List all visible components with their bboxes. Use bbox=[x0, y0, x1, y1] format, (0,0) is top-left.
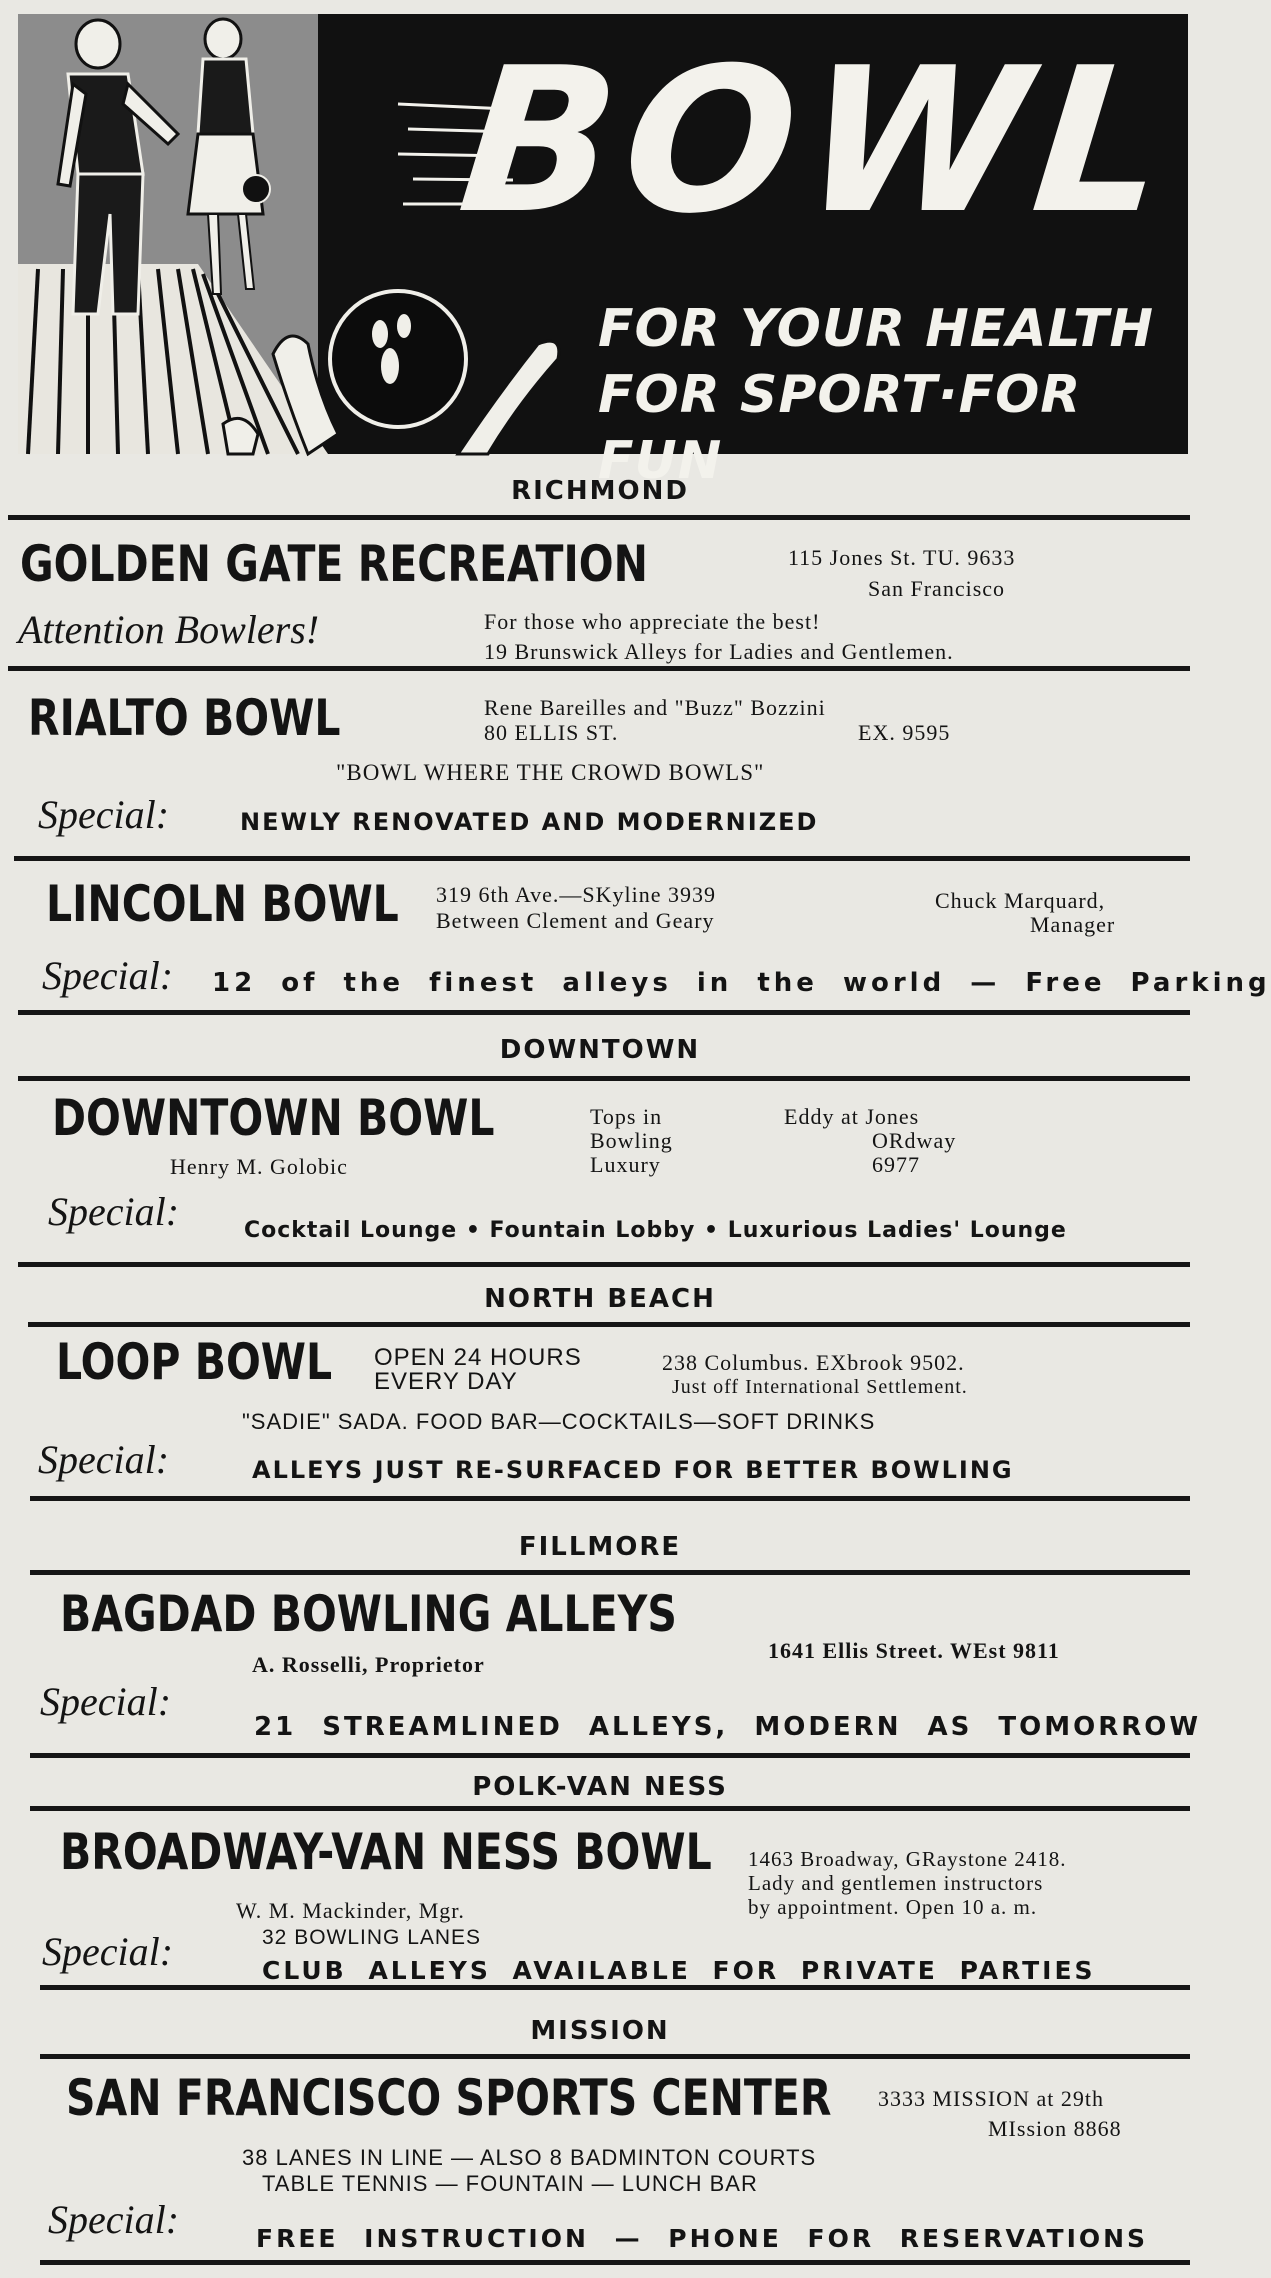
section-label-mission: MISSION bbox=[530, 2016, 670, 2046]
divider bbox=[18, 1262, 1190, 1267]
listing-lanes: 32 BOWLING LANES bbox=[262, 1926, 482, 1949]
listing-address: 115 Jones St. TU. 9633 bbox=[788, 545, 1016, 570]
section-label-north-beach: NORTH BEACH bbox=[484, 1284, 716, 1314]
section-label-fillmore: FILLMORE bbox=[518, 1532, 682, 1562]
special-label: Special: bbox=[42, 1929, 174, 1974]
listing-manager: Chuck Marquard, bbox=[935, 888, 1106, 913]
listing-address: 80 ELLIS ST. bbox=[484, 720, 619, 745]
special-text: NEWLY RENOVATED AND MODERNIZED bbox=[240, 808, 819, 836]
listing-tops-line: Luxury bbox=[590, 1152, 661, 1177]
special-text: ALLEYS JUST RE-SURFACED FOR BETTER BOWLING bbox=[252, 1456, 1014, 1484]
listing-line: Lady and gentlemen instructors bbox=[748, 1871, 1044, 1895]
listing-cross-streets: Between Clement and Geary bbox=[436, 908, 715, 933]
banner-subtitle bbox=[598, 296, 1158, 494]
divider bbox=[40, 2260, 1190, 2265]
special-text: CLUB ALLEYS AVAILABLE FOR PRIVATE PARTIES bbox=[262, 1956, 1096, 1985]
section-label-polk-van-ness: POLK-VAN NESS bbox=[472, 1772, 728, 1802]
listing-line: For those who appreciate the best! bbox=[484, 609, 821, 634]
attention-heading: Attention Bowlers! bbox=[18, 607, 320, 652]
listing-tagline: "BOWL WHERE THE CROWD BOWLS" bbox=[336, 760, 765, 785]
listing-city: San Francisco bbox=[868, 576, 1006, 601]
divider bbox=[8, 666, 1190, 671]
listing-address: Eddy at Jones bbox=[784, 1104, 920, 1129]
divider bbox=[40, 1985, 1190, 1990]
listing-address: 1641 Ellis Street. WEst 9811 bbox=[768, 1638, 1060, 1663]
divider bbox=[28, 1322, 1190, 1327]
special-label: Special: bbox=[38, 792, 170, 837]
listing-name: GOLDEN GATE RECREATION bbox=[20, 535, 648, 593]
banner-title: BOWL bbox=[450, 25, 1186, 258]
special-label: Special: bbox=[40, 1679, 172, 1724]
listing-tops-line: Tops in bbox=[590, 1104, 663, 1129]
divider bbox=[8, 515, 1190, 520]
listing-name: BAGDAD BOWLING ALLEYS bbox=[60, 1585, 677, 1643]
listing-address: 319 6th Ave.—SKyline 3939 bbox=[436, 882, 717, 907]
listing-name: SAN FRANCISCO SPORTS CENTER bbox=[66, 2069, 832, 2127]
listing-tops-line: Bowling bbox=[590, 1128, 673, 1153]
divider bbox=[18, 1010, 1190, 1015]
listing-name: DOWNTOWN BOWL bbox=[52, 1089, 495, 1147]
special-label: Special: bbox=[38, 1437, 170, 1482]
listing-phone: ORdway bbox=[872, 1128, 957, 1153]
listing-line: by appointment. Open 10 a. m. bbox=[748, 1895, 1038, 1919]
listing-name: RIALTO BOWL bbox=[28, 689, 341, 747]
listing-line: 19 Brunswick Alleys for Ladies and Gentlemen. bbox=[484, 639, 954, 664]
listing-address: 1463 Broadway, GRaystone 2418. bbox=[748, 1847, 1067, 1871]
divider bbox=[30, 1496, 1190, 1501]
special-text: FREE INSTRUCTION — PHONE FOR RESERVATIONS bbox=[256, 2224, 1149, 2253]
section-label-richmond: RICHMOND bbox=[511, 476, 689, 506]
divider bbox=[30, 1806, 1190, 1811]
listing-phone: MIssion 8868 bbox=[988, 2116, 1122, 2141]
listing-location: Just off International Settlement. bbox=[672, 1376, 968, 1398]
listing-name: LOOP BOWL bbox=[56, 1333, 333, 1391]
listing-phone: EX. 9595 bbox=[858, 720, 951, 745]
special-text: 12 of the finest alleys in the world — Free Parking bbox=[212, 968, 1271, 998]
divider bbox=[30, 1570, 1190, 1575]
banner-subtitle-line2: FOR SPORT·FOR FUN bbox=[598, 365, 1082, 491]
special-label: Special: bbox=[42, 953, 174, 998]
listing-address: 3333 MISSION at 29th bbox=[878, 2086, 1104, 2111]
divider bbox=[30, 1753, 1190, 1758]
special-text: 21 STREAMLINED ALLEYS, MODERN AS TOMORROW bbox=[254, 1712, 1202, 1742]
listing-phone-number: 6977 bbox=[872, 1152, 920, 1177]
listing-line: TABLE TENNIS — FOUNTAIN — LUNCH BAR bbox=[262, 2171, 758, 2196]
divider bbox=[40, 2054, 1190, 2059]
listing-address: 238 Columbus. EXbrook 9502. bbox=[662, 1350, 965, 1375]
listing-name: BROADWAY-VAN NESS BOWL bbox=[60, 1823, 712, 1881]
listing-owners: Rene Bareilles and "Buzz" Bozzini bbox=[484, 695, 826, 720]
listing-hours: OPEN 24 HOURS bbox=[374, 1344, 582, 1371]
listing-manager-title: Manager bbox=[1030, 912, 1116, 937]
divider bbox=[14, 856, 1190, 861]
special-text: Cocktail Lounge • Fountain Lobby • Luxurious Ladies' Lounge bbox=[244, 1218, 1067, 1243]
special-label: Special: bbox=[48, 2197, 180, 2242]
banner-subtitle-line1: FOR YOUR HEALTH bbox=[598, 299, 1155, 359]
listing-name: LINCOLN BOWL bbox=[46, 875, 399, 933]
listing-hours: EVERY DAY bbox=[374, 1368, 518, 1395]
listing-line: 38 LANES IN LINE — ALSO 8 BADMINTON COURTS bbox=[242, 2145, 817, 2170]
special-label: Special: bbox=[48, 1189, 180, 1234]
section-label-downtown: DOWNTOWN bbox=[499, 1035, 701, 1065]
listing-manager: W. M. Mackinder, Mgr. bbox=[236, 1898, 465, 1923]
divider bbox=[18, 1076, 1190, 1081]
listing-owner: Henry M. Golobic bbox=[170, 1154, 348, 1179]
listing-owner: A. Rosselli, Proprietor bbox=[252, 1652, 485, 1677]
listing-tagline: "SADIE" SADA. FOOD BAR—COCKTAILS—SOFT DRINKS bbox=[242, 1409, 876, 1434]
